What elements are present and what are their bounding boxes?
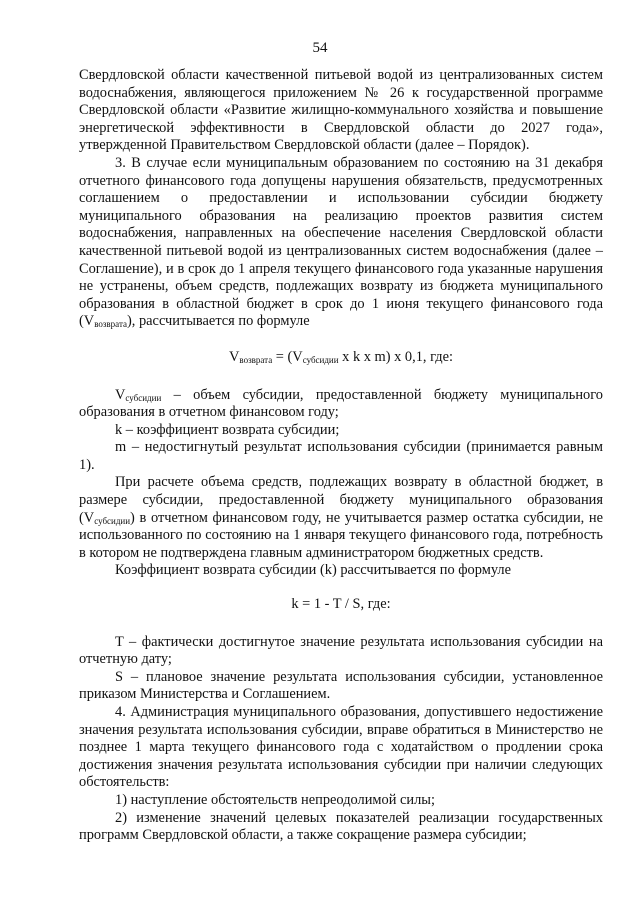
formula-coefficient: k = 1 - T / S, где: — [291, 596, 391, 613]
list-item-1: 1) наступление обстоятельств непреодолимой силы; — [115, 791, 435, 808]
paragraph-k-definition: k – коэффициент возврата субсидии; — [115, 421, 340, 438]
paragraph-4: 4. Администрация муниципального образования, допустившего недостижение значения результата использования субсидии, вправе обратиться в Министерство не позднее 1 марта текущего финансового года с ходатайством о продлении срока достижения значения результата использования субсидии при наличии следующих обстоятельств: — [79, 704, 603, 791]
paragraph-v-subsidy: $V_{субсидии}$ – объем субсидии, предоставленной бюджету муниципального образования в отчетном финансовом году; — [79, 386, 603, 421]
paragraph-s-definition: S – плановое значение результата использования субсидии, установленное приказом Министерства и Соглашением. — [79, 668, 603, 703]
list-item-2: 2) изменение значений целевых показателей реализации государственных программ Свердловской области, а также сокращение размера субсидии; — [79, 809, 603, 844]
paragraph-m-definition: m – недостигнутый результат использования субсидии (принимается равным 1). — [79, 439, 603, 473]
page-number: 54 — [312, 40, 328, 56]
paragraph-calculation-note: При расчете объема средств, подлежащих возврату в областной бюджет, в размере субсидии, предоставленной бюджету муниципального образования $(V_{субсидии})$ в отчетном финансовом году, не учитывается размер остатка субсидии, не использованного по состоянию на 1 января текущего финансового года, потребность в котором не подтверждена главным администратором бюджетных средств. — [79, 474, 603, 561]
formula-return-volume: $V_{возврата} = (V_{субсидии}$ x k x m) x 0,1, где: — [229, 348, 453, 365]
paragraph-2: 3. В случае если муниципальным образованием по состоянию на 31 декабря отчетного финансового года допущены нарушения обязательств, предусмотренных соглашением о предоставлении и использовании субсидии бюджету муниципального образования на реализацию проектов развития систем водоснабжения, направленных на обеспечение населения Свердловской области качественной питьевой водой из централизованных систем водоснабжения (далее – Соглашение), и в срок до 1 апреля текущего финансового года указанные нарушения не устранены, объем средств, подлежащих возврату из бюджета муниципального образования в областной бюджет в срок до 1 июня текущего финансового года $(V_{возврата})$, рассчитывается по формуле — [79, 154, 603, 330]
paragraph-t-definition: T – фактически достигнутое значение результата использования субсидии на отчетную дату; — [79, 633, 603, 668]
paragraph-1: Свердловской области качественной питьевой водой из централизованных систем водоснабжения, являющегося приложением № 26 к государственной программе Свердловской области «Развитие жилищно-коммунального хозяйства и повышение энергетической эффективности в Свердловской области до 2027 года», утвержденной Правительством Свердловской области (далее – Порядок). — [79, 67, 603, 154]
document-body — [79, 67, 603, 845]
paragraph-coefficient-intro: Коэффициент возврата субсидии (k) рассчитывается по формуле — [115, 562, 511, 579]
